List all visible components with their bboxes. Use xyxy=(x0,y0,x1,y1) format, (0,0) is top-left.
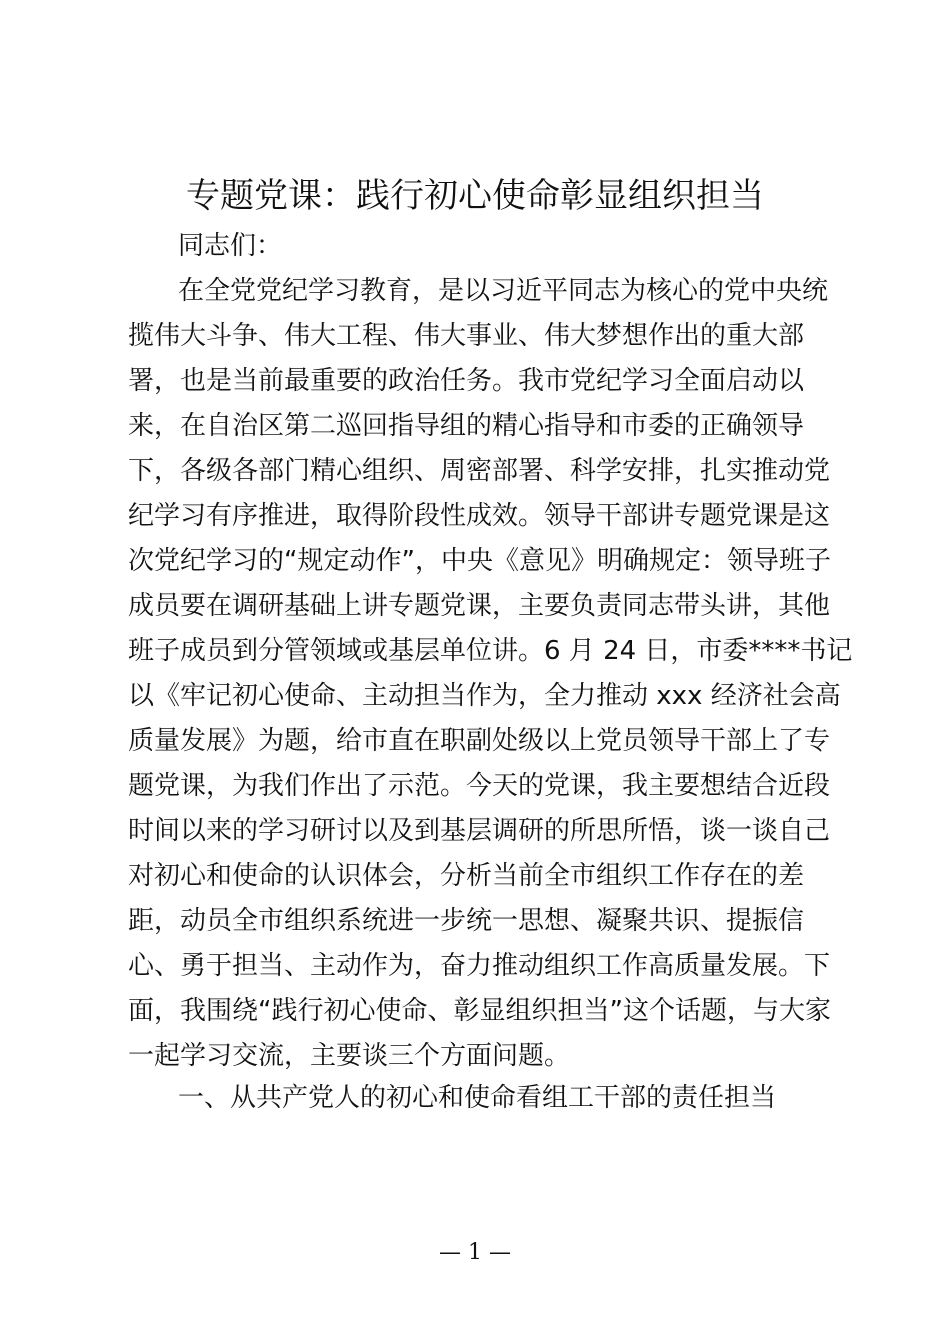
paragraph-line: 对初心和使命的认识体会，分析当前全市组织工作存在的差 xyxy=(128,861,805,891)
paragraph-line: 来，在自治区第二巡回指导组的精心指导和市委的正确领导 xyxy=(128,411,805,441)
paragraph-line: 距，动员全市组织系统进一步统一思想、凝聚共识、提振信 xyxy=(128,906,805,936)
paragraph-line: 班子成员到分管领域或基层单位讲。6 月 24 日，市委****书记 xyxy=(128,636,853,666)
paragraph-line: 心、勇于担当、主动作为，奋力推动组织工作高质量发展。下 xyxy=(128,951,831,981)
paragraph-line: 揽伟大斗争、伟大工程、伟大事业、伟大梦想作出的重大部 xyxy=(128,321,805,351)
paragraph-line: 次党纪学习的“规定动作”，中央《意见》明确规定：领导班子 xyxy=(128,546,831,576)
paragraph-line: 下，各级各部门精心组织、周密部署、科学安排，扎实推动党 xyxy=(128,456,831,486)
document-title: 专题党课：践行初心使命彰显组织担当 xyxy=(186,176,764,216)
paragraph-line: 时间以来的学习研讨以及到基层调研的所思所悟，谈一谈自己 xyxy=(128,816,831,846)
paragraph-line: 面，我围绕“践行初心使命、彰显组织担当”这个话题，与大家 xyxy=(128,996,831,1026)
paragraph-line: 成员要在调研基础上讲专题党课，主要负责同志带头讲，其他 xyxy=(128,591,831,621)
section-heading: 一、从共产党人的初心和使命看组工干部的责任担当 xyxy=(178,1083,777,1113)
paragraph-line: 质量发展》为题，给市直在职副处级以上党员领导干部上了专 xyxy=(128,726,831,756)
paragraph-line: 一起学习交流，主要谈三个方面问题。 xyxy=(128,1041,571,1071)
paragraph-line: 署，也是当前最重要的政治任务。我市党纪学习全面启动以 xyxy=(128,366,805,396)
paragraph-line: 题党课，为我们作出了示范。今天的党课，我主要想结合近段 xyxy=(128,771,831,801)
page-number: — 1 — xyxy=(439,1240,511,1265)
salutation: 同志们： xyxy=(178,231,283,261)
paragraph-line: 在全党党纪学习教育，是以习近平同志为核心的党中央统 xyxy=(178,276,829,306)
paragraph-line: 纪学习有序推进，取得阶段性成效。领导干部讲专题党课是这 xyxy=(128,501,831,531)
paragraph-line: 以《牢记初心使命、主动担当作为，全力推动 xxx 经济社会高 xyxy=(128,681,841,711)
